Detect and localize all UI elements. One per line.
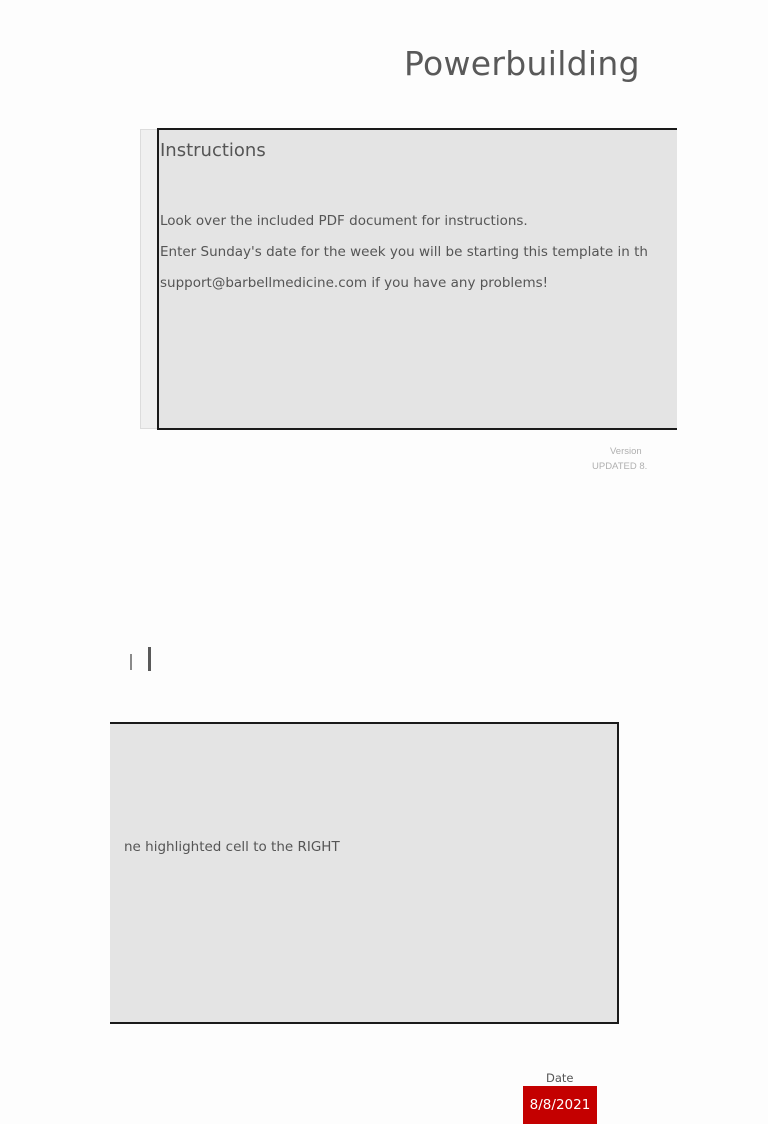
updated-label: UPDATED 8. <box>592 461 648 472</box>
instruction-line-support: support@barbellmedicine.com if you have any problems! <box>160 275 549 291</box>
date-input-cell[interactable]: 8/8/2021 <box>523 1086 597 1124</box>
instructions-box <box>157 128 677 430</box>
spreadsheet-page-1 <box>0 0 648 500</box>
instruction-line-pdf: Look over the included PDF document for instructions. <box>160 213 528 229</box>
version-label: Version <box>610 446 642 457</box>
title-tail-glyph-2 <box>148 647 151 671</box>
instructions-box-continued <box>110 722 619 1113</box>
instructions-heading: Instructions <box>160 140 266 161</box>
date-label: Date <box>546 1071 574 1085</box>
row-margin-strip <box>140 129 158 429</box>
instruction-line-date: Enter Sunday's date for the week you will be starting this template in th <box>160 244 648 260</box>
instruction-line-date-continued: ne highlighted cell to the RIGHT <box>124 839 340 855</box>
title-tail-glyph <box>130 654 132 670</box>
spreadsheet-page-2 <box>124 600 768 1113</box>
page-title: Powerbuilding <box>404 44 640 83</box>
